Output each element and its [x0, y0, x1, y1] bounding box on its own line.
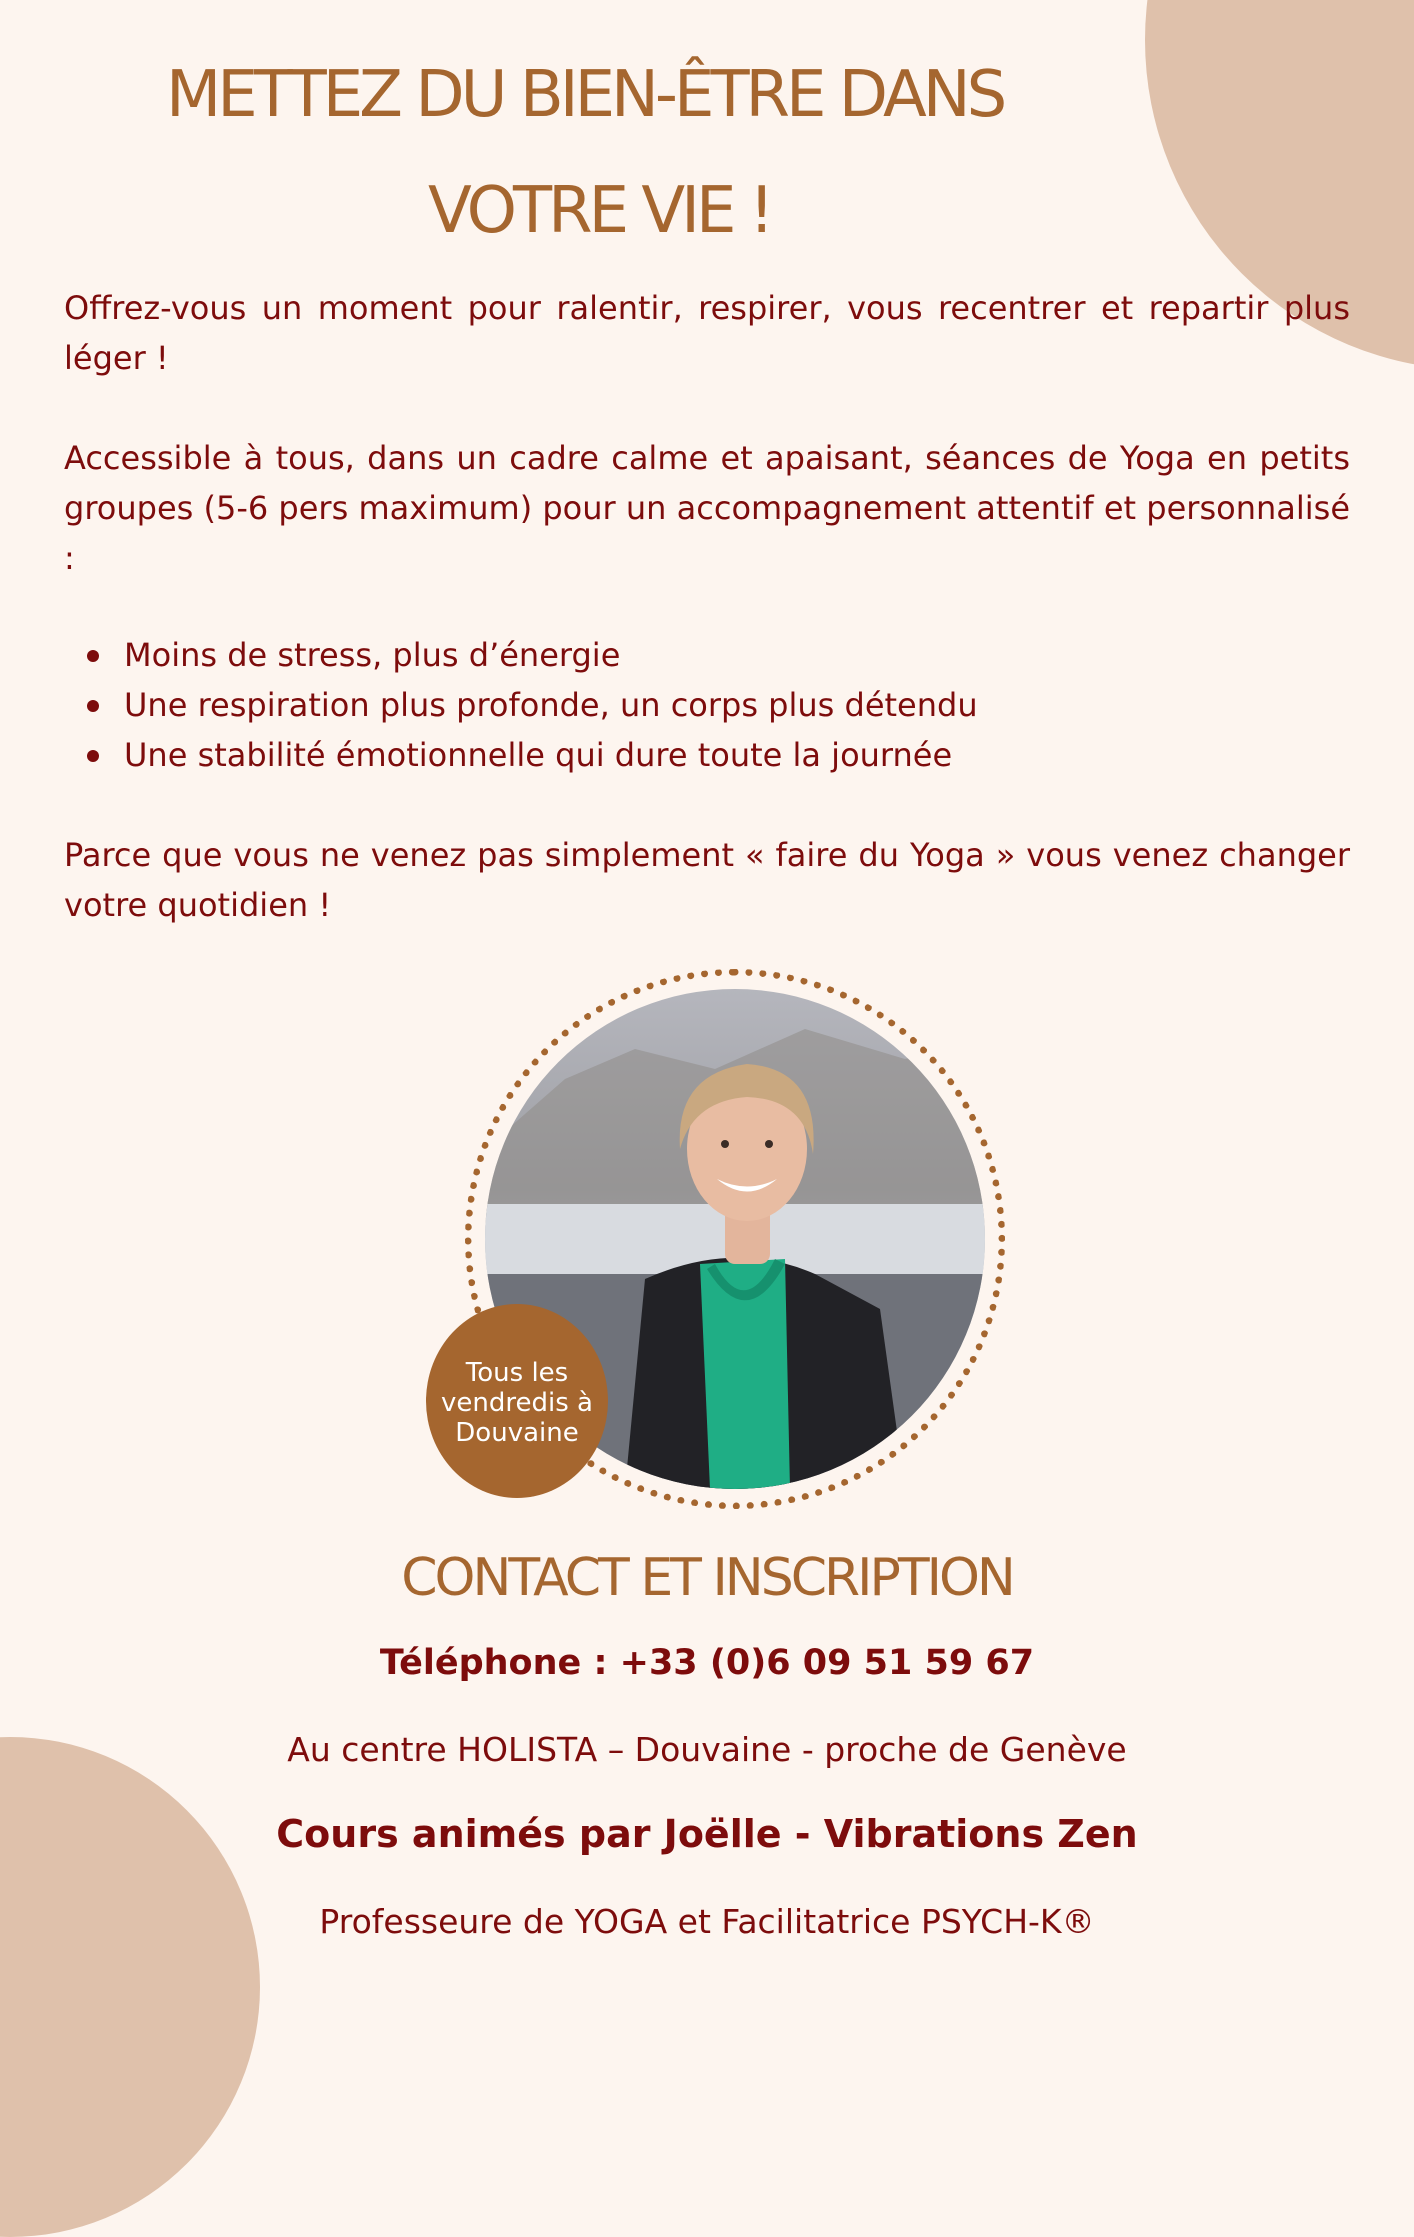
badge-line-2: vendredis à [441, 1388, 593, 1418]
benefit-text: Une respiration plus profonde, un corps plus détendu [124, 686, 978, 724]
description-paragraph: Accessible à tous, dans un cadre calme et apaisant, séances de Yoga en petits groupes (5-6 pers maximum) pour un accompagnement attentif et personnalisé : [64, 439, 1350, 577]
headline-line-1: METTEZ DU BIEN-ÊTRE DANS [166, 58, 1004, 132]
venue-address: Au centre HOLISTA – Douvaine - proche de Genève [287, 1730, 1127, 1769]
headline-line-2: VOTRE VIE ! [428, 174, 771, 248]
benefit-item [64, 630, 1350, 680]
badge-line-1: Tous les [465, 1358, 569, 1388]
teacher-credit: Cours animés par Joëlle - Vibrations Zen [276, 1812, 1138, 1856]
benefit-text: Une stabilité émotionnelle qui dure toute la journée [124, 736, 953, 774]
phone-number[interactable]: Téléphone : +33 (0)6 09 51 59 67 [379, 1643, 1035, 1683]
teacher-qualifications: Professeure de YOGA et Facilitatrice PSYCH-K® [319, 1902, 1095, 1941]
benefit-item [64, 680, 1350, 730]
contact-title: CONTACT ET INSCRIPTION [401, 1548, 1013, 1608]
badge-line-3: Douvaine [455, 1418, 579, 1448]
closing-paragraph: Parce que vous ne venez pas simplement « faire du Yoga » vous venez changer votre quotidien ! [64, 836, 1350, 924]
benefit-item [64, 730, 1350, 780]
schedule-badge [426, 1304, 608, 1498]
bullet-icon [87, 700, 99, 712]
intro-paragraph: Offrez-vous un moment pour ralentir, respirer, vous recentrer et repartir plus léger ! [64, 289, 1350, 377]
benefit-text: Moins de stress, plus d’énergie [124, 636, 621, 674]
benefits-list [64, 630, 1350, 780]
bullet-icon [87, 750, 99, 762]
bullet-icon [87, 650, 99, 662]
